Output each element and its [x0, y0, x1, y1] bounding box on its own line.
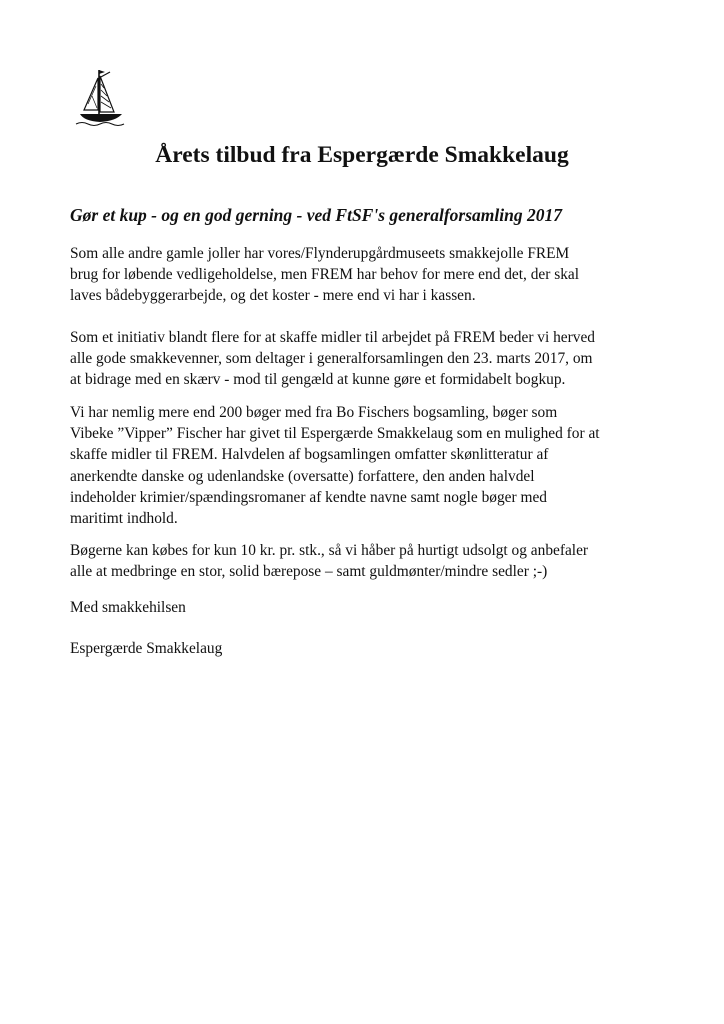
signature — [70, 638, 222, 659]
subtitle: Gør et kup - og en god gerning - ved FtSF's generalforsamling 2017 — [70, 205, 562, 225]
text-line: Med smakkehilsen — [70, 599, 186, 616]
page-title: Årets tilbud fra Espergærde Smakkelaug — [155, 142, 569, 168]
text-line: anerkendte danske og udenlandske (oversatte) forfattere, den anden halvdel — [70, 467, 535, 485]
closing-greeting — [70, 597, 186, 618]
text-line: at bidrage med en skærv - mod til gengæld at kunne gøre et formidabelt bogkup. — [70, 371, 566, 389]
text-line: Som alle andre gamle joller har vores/Flynderupgårdmuseets smakkejolle FREM — [70, 245, 570, 262]
text-line: Bøgerne kan købes for kun 10 kr. pr. stk., så vi håber på hurtigt udsolgt og anbefaler — [70, 542, 589, 559]
paragraph-price — [70, 540, 588, 582]
text-line: skaffe midler til FREM. Halvdelen af bogsamlingen omfatter skønlitteratur af — [70, 446, 549, 464]
text-line: alle at medbringe en stor, solid bærepose – samt guldmønter/mindre sedler ;-) — [70, 563, 548, 581]
text-line: indeholder krimier/spændingsromaner af kendte navne samt nogle bøger med — [70, 488, 547, 506]
sailboat-icon — [74, 66, 136, 128]
text-line: laves bådebyggerarbejde, og det koster - mere end vi har i kassen. — [70, 287, 476, 305]
text-line: maritimt indhold. — [70, 510, 178, 528]
text-line: Vi har nemlig mere end 200 bøger med fra Bo Fischers bogsamling, bøger som — [70, 404, 558, 421]
paragraph-initiative — [70, 327, 595, 391]
text-line: brug for løbende vedligeholdelse, men FREM har behov for mere end det, der skal — [70, 266, 580, 284]
paragraph-intro — [70, 243, 579, 307]
text-line: Espergærde Smakkelaug — [70, 640, 223, 657]
text-line: Som et initiativ blandt flere for at skaffe midler til arbejdet på FREM beder vi herved — [70, 329, 595, 346]
text-line: Vibeke ”Vipper” Fischer har givet til Espergærde Smakkelaug som en mulighed for at — [70, 425, 600, 443]
paragraph-books — [70, 402, 600, 529]
text-line: alle gode smakkevenner, som deltager i generalforsamlingen den 23. marts 2017, om — [70, 350, 593, 368]
